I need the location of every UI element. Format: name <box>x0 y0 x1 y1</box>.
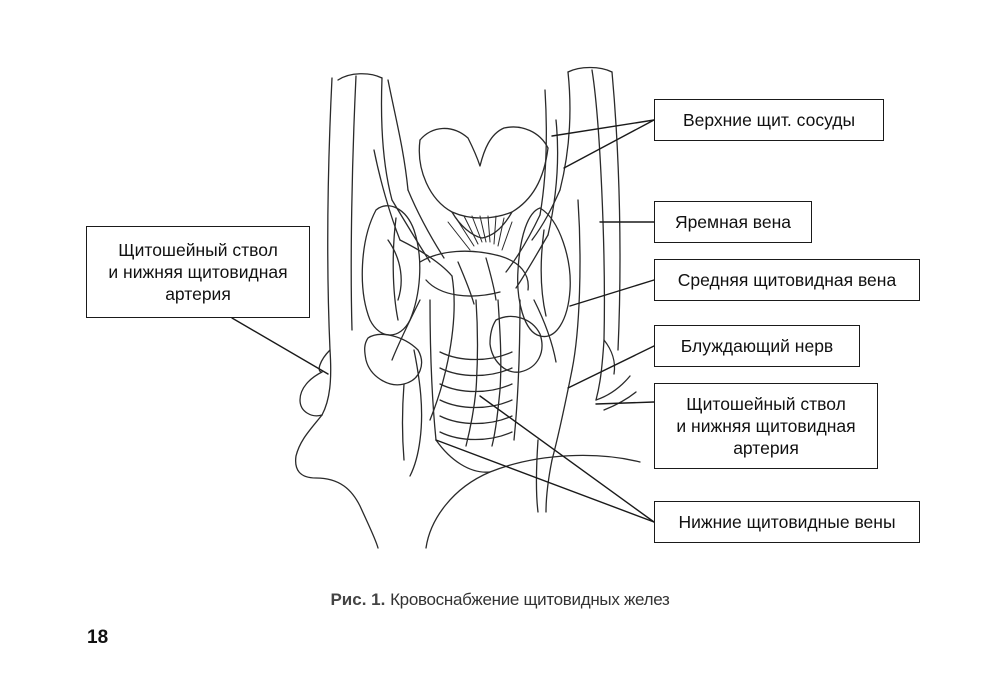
right-trunk-line-2: и нижняя щитовидная <box>676 416 856 436</box>
label-jugular-vein-text: Яремная вена <box>674 212 792 232</box>
cartilage-hatching <box>448 216 512 250</box>
label-vagus-nerve-text: Блуждающий нерв <box>680 336 834 356</box>
label-middle-thyroid-vein <box>654 259 920 301</box>
label-upper-thyroid-vessels <box>654 99 884 141</box>
left-thyroid-lobe <box>362 206 420 335</box>
label-jugular-vein <box>654 201 812 243</box>
leader-middle-thyroid-vein <box>570 280 654 306</box>
left-trunk-line-2: и нижняя щитовидная <box>108 262 288 282</box>
right-trunk-line-1: Щитошейный ствол <box>686 394 846 414</box>
figure-caption-text: Кровоснабжение щитовидных желез <box>390 590 670 609</box>
thyroid-cartilage <box>419 127 548 238</box>
thyroid-isthmus <box>420 251 528 304</box>
right-vessel-columns <box>540 68 620 401</box>
label-middle-thyroid-vein-text: Средняя щитовидная вена <box>677 270 897 290</box>
aortic-arch <box>296 340 640 548</box>
page-number: 18 <box>87 627 109 648</box>
left-trunk-line-3: артерия <box>165 284 231 304</box>
label-vagus-nerve <box>654 325 860 367</box>
leader-lower-veins-b <box>436 440 654 522</box>
label-left-thyrocervical-trunk <box>86 226 310 318</box>
leader-right-trunk <box>596 402 654 404</box>
left-trunk-line-1: Щитошейный ствол <box>118 240 278 260</box>
figure-caption <box>0 590 1000 610</box>
figure-number: Рис. 1. <box>330 590 386 609</box>
label-lower-thyroid-veins-text: Нижние щитовидные вены <box>678 512 896 532</box>
label-upper-thyroid-vessels-text: Верхние щит. сосуды <box>682 110 856 130</box>
leader-left-trunk <box>232 318 328 374</box>
right-trunk-line-3: артерия <box>733 438 799 458</box>
label-right-thyrocervical-trunk <box>654 383 878 469</box>
label-lower-thyroid-veins <box>654 501 920 543</box>
